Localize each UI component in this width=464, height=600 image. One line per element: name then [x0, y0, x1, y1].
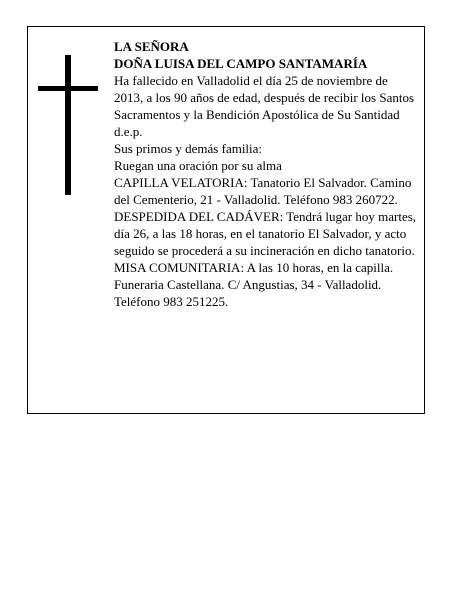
title-line-1: LA SEÑORA	[114, 39, 189, 54]
cross-vertical-bar	[65, 55, 71, 195]
deceased-name: DOÑA LUISA DEL CAMPO SANTAMARÍA	[114, 56, 368, 71]
farewell-info: DESPEDIDA DEL CADÁVER: Tendrá lugar hoy martes, día 26, a las 18 horas, en el tanatorio El Salvador, y acto seguido se procederá a su incineración en dicho tanatorio.	[114, 209, 417, 258]
cross-horizontal-bar	[38, 86, 98, 91]
cross-icon	[38, 55, 98, 195]
announcement-text: Ha fallecido en Valladolid el día 25 de noviembre de 2013, a los 90 años de edad, después de recibir los Santos Sacramentos y la Bendición Apostólica de Su Santidad	[114, 73, 415, 122]
prayer-request-text: Ruegan una oración por su alma	[114, 158, 282, 173]
chapel-info: CAPILLA VELATORIA: Tanatorio El Salvador. Camino del Cementerio, 21 - Valladolid. Teléfono 983 260722.	[114, 175, 412, 207]
family-text: Sus primos y demás familia:	[114, 141, 263, 156]
notice-text	[114, 38, 420, 310]
dep-text: d.e.p.	[114, 124, 143, 139]
mass-info: MISA COMUNITARIA: A las 10 horas, en la capilla. Funeraria Castellana. C/ Angustias, 34 - Valladolid. Teléfono 983 251225.	[114, 260, 394, 309]
